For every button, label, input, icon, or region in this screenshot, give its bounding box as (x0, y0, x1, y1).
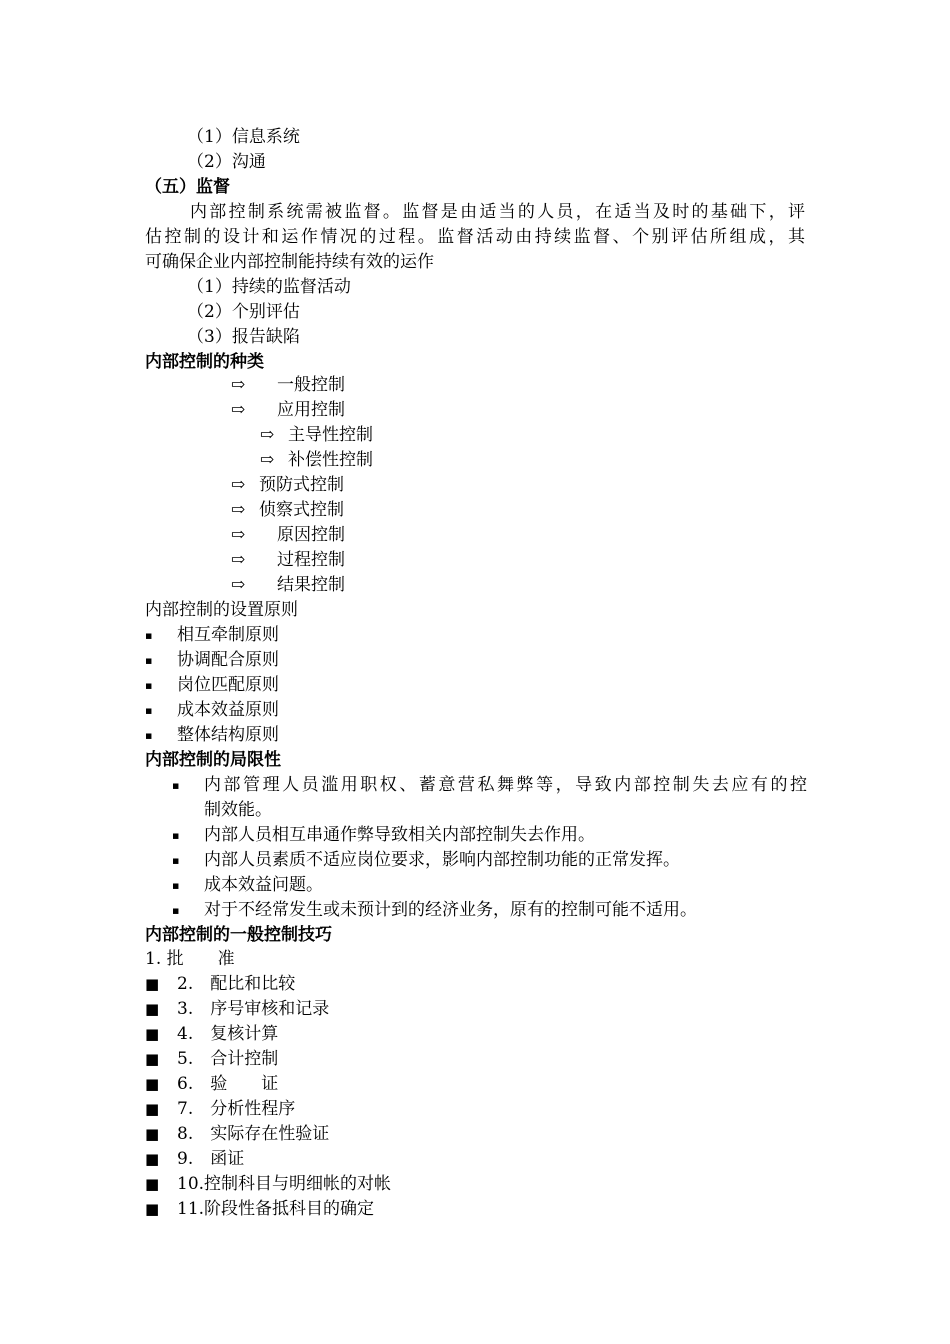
techniques-item: ■ 5. 合计控制 (145, 1047, 278, 1072)
types-item: ⇨ 原因控制 (231, 523, 345, 548)
bullet-icon: ▪ (145, 654, 153, 667)
monitor-item-3: （3）报告缺陷 (187, 327, 300, 347)
limits-item: ▪ 内部管理人员滥用职权、蓄意营私舞弊等，导致内部控制失去应有的控 (172, 773, 807, 798)
types-item: ⇨ 过程控制 (231, 548, 345, 573)
arrow-icon: ⇨ (231, 400, 246, 420)
bullet-icon: ▪ (172, 779, 180, 792)
principles-heading: 内部控制的设置原则 (145, 600, 298, 620)
bullet-icon: ▪ (172, 879, 180, 892)
arrow-icon: ⇨ (260, 425, 275, 445)
types-item: ⇨ 应用控制 (231, 398, 345, 423)
square-bullet-icon: ■ (145, 1200, 160, 1218)
square-bullet-icon: ■ (145, 1125, 160, 1143)
types-subitem: ⇨ 补偿性控制 (260, 448, 373, 473)
types-heading: 内部控制的种类 (145, 352, 264, 372)
monitor-para-line-1: 内部控制系统需被监督。监督是由适当的人员，在适当及时的基础下，评 (190, 202, 805, 222)
bullet-icon: ▪ (145, 679, 153, 692)
limits-item: ▪ 内部人员素质不适应岗位要求，影响内部控制功能的正常发挥。 (172, 848, 680, 873)
monitor-heading: （五）监督 (145, 177, 230, 197)
limits-item: ▪ 成本效益问题。 (172, 873, 323, 898)
arrow-icon: ⇨ (260, 450, 275, 470)
techniques-heading: 内部控制的一般控制技巧 (145, 925, 332, 945)
square-bullet-icon: ■ (145, 1050, 160, 1068)
principles-item: ▪ 协调配合原则 (145, 648, 279, 673)
monitor-item-2: （2）个别评估 (187, 302, 300, 322)
arrow-icon: ⇨ (231, 525, 246, 545)
info-item-1: （1）信息系统 (187, 127, 300, 147)
principles-item: ▪ 整体结构原则 (145, 723, 279, 748)
monitor-para-line-2: 估控制的设计和运作情况的过程。监督活动由持续监督、个别评估所组成，其 (145, 227, 805, 247)
square-bullet-icon: ■ (145, 1100, 160, 1118)
techniques-item: ■ 8. 实际存在性验证 (145, 1122, 329, 1147)
arrow-icon: ⇨ (231, 375, 246, 395)
principles-item: ▪ 相互牵制原则 (145, 623, 279, 648)
limits-item: ▪ 对于不经常发生或未预计到的经济业务，原有的控制可能不适用。 (172, 898, 697, 923)
principles-item: ▪ 成本效益原则 (145, 698, 279, 723)
bullet-icon: ▪ (145, 729, 153, 742)
techniques-item-first: 1. 批 准 (145, 949, 235, 969)
bullet-icon: ▪ (172, 904, 180, 917)
square-bullet-icon: ■ (145, 1025, 160, 1043)
techniques-item: ■ 4. 复核计算 (145, 1022, 278, 1047)
techniques-item: ■ 3. 序号审核和记录 (145, 997, 329, 1022)
limits-item-continuation: 制效能。 (204, 800, 272, 820)
arrow-icon: ⇨ (231, 550, 246, 570)
techniques-item: ■ 11.阶段性备抵科目的确定 (145, 1197, 374, 1222)
info-item-2: （2）沟通 (187, 152, 266, 172)
limits-heading: 内部控制的局限性 (145, 750, 281, 770)
arrow-icon: ⇨ (231, 475, 246, 495)
monitor-item-1: （1）持续的监督活动 (187, 277, 351, 297)
arrow-icon: ⇨ (231, 500, 246, 520)
types-item: ⇨ 结果控制 (231, 573, 345, 598)
limits-item: ▪ 内部人员相互串通作弊导致相关内部控制失去作用。 (172, 823, 595, 848)
square-bullet-icon: ■ (145, 975, 160, 993)
techniques-item: ■ 6. 验 证 (145, 1072, 278, 1097)
arrow-icon: ⇨ (231, 575, 246, 595)
square-bullet-icon: ■ (145, 1075, 160, 1093)
techniques-item: ■ 9. 函证 (145, 1147, 244, 1172)
techniques-item: ■ 10.控制科目与明细帐的对帐 (145, 1172, 391, 1197)
square-bullet-icon: ■ (145, 1175, 160, 1193)
types-item: ⇨ 预防式控制 (231, 473, 344, 498)
techniques-item: ■ 2. 配比和比较 (145, 972, 295, 997)
square-bullet-icon: ■ (145, 1150, 160, 1168)
bullet-icon: ▪ (145, 629, 153, 642)
monitor-para-line-3: 可确保企业内部控制能持续有效的运作 (145, 252, 434, 272)
bullet-icon: ▪ (172, 829, 180, 842)
techniques-item: ■ 7. 分析性程序 (145, 1097, 295, 1122)
square-bullet-icon: ■ (145, 1000, 160, 1018)
bullet-icon: ▪ (145, 704, 153, 717)
principles-item: ▪ 岗位匹配原则 (145, 673, 279, 698)
bullet-icon: ▪ (172, 854, 180, 867)
types-item: ⇨ 一般控制 (231, 373, 345, 398)
types-item: ⇨ 侦察式控制 (231, 498, 344, 523)
types-subitem: ⇨ 主导性控制 (260, 423, 373, 448)
